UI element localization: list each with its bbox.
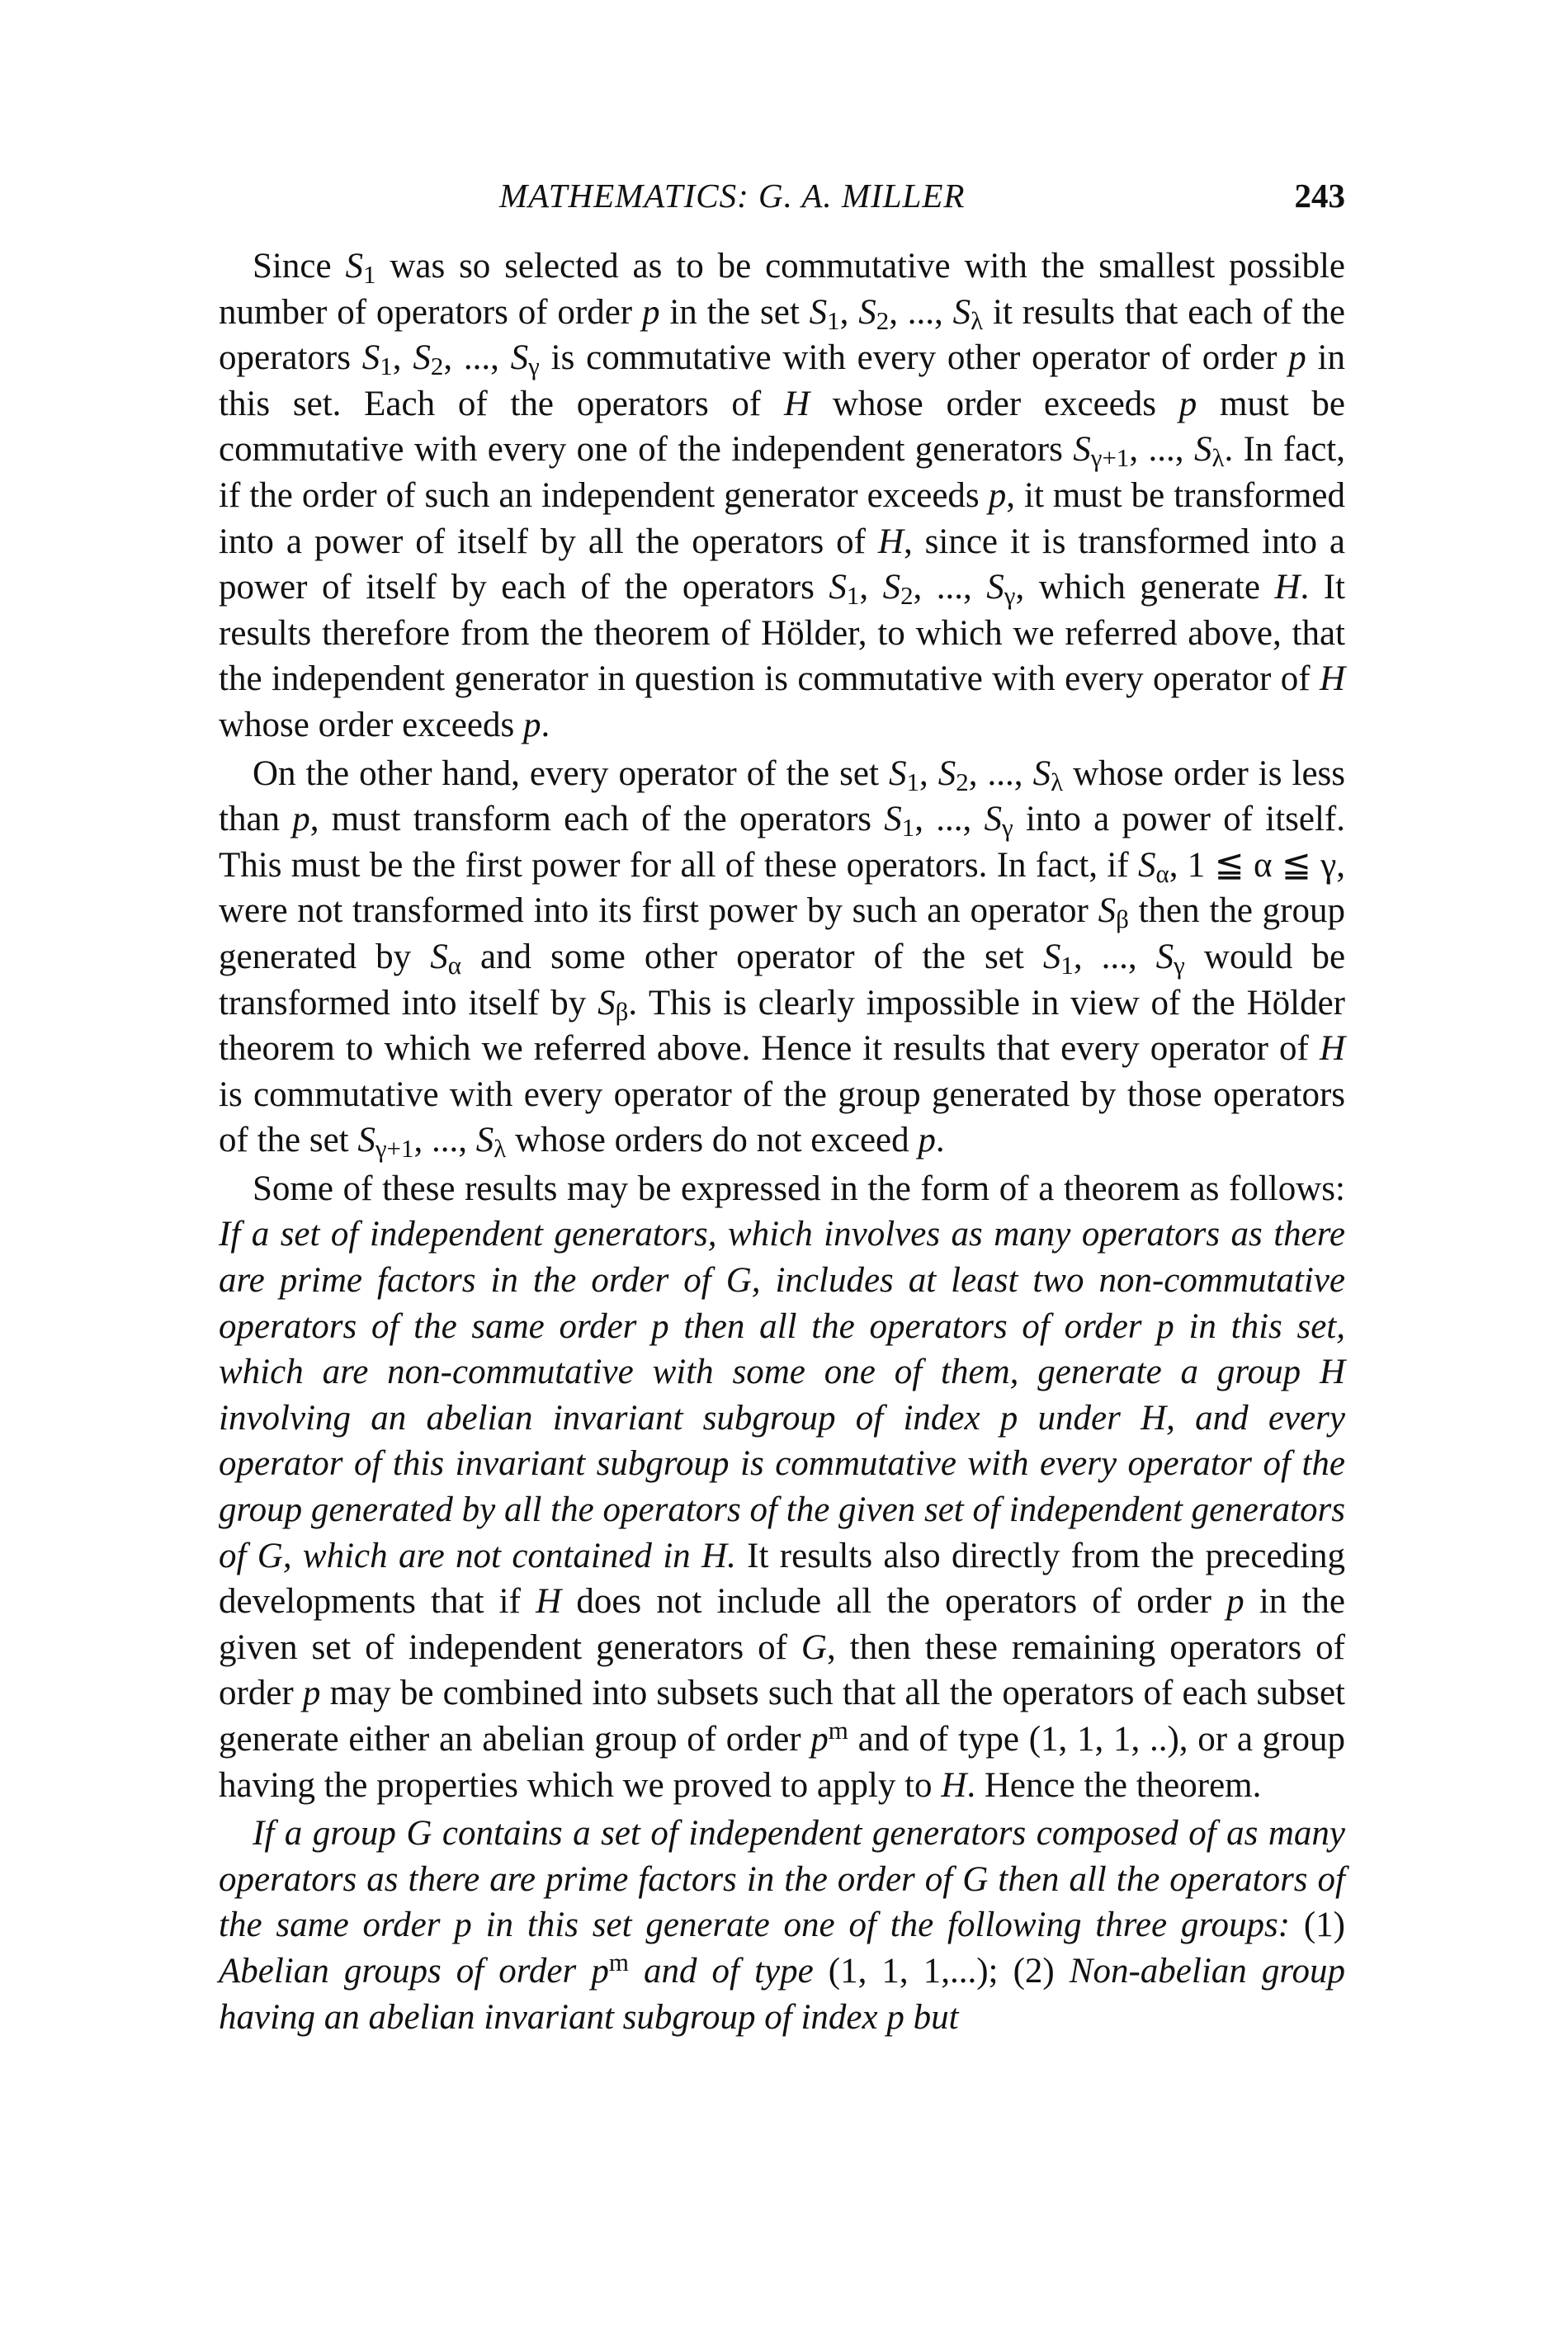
text: (1): [1303, 1906, 1345, 1945]
text: .: [935, 1121, 945, 1160]
math-subscript: α: [1155, 858, 1169, 888]
text: and of type: [628, 1951, 829, 1991]
math-subscript: 1: [906, 767, 919, 796]
text: was so selected as to be commutative with the smallest possible number of operators of order: [219, 247, 1345, 332]
text: , it must be transformed into a power of itself by all the operators of: [219, 475, 1345, 561]
math-subscript: γ+1: [1090, 443, 1130, 473]
text: , ...,: [1129, 430, 1194, 470]
math-symbol: S: [809, 292, 828, 332]
math-symbol: S: [475, 1121, 494, 1160]
text: ,: [392, 338, 413, 378]
math-subscript: 1: [827, 305, 840, 335]
math-subscript: 2: [956, 767, 969, 796]
math-symbol: S: [430, 937, 448, 976]
math-symbol: S: [986, 568, 1004, 607]
text: , which generate: [1015, 568, 1275, 607]
text: whose order exceeds: [810, 384, 1179, 423]
math-subscript: γ: [1004, 580, 1016, 610]
math-symbol: H: [784, 384, 810, 423]
math-symbol: H: [941, 1765, 967, 1805]
text: then the group generated by: [219, 891, 1345, 976]
text: Some of these results may be expressed in the form of a theorem as follows:: [253, 1169, 1345, 1208]
math-subscript: α: [447, 950, 461, 980]
math-symbol: S: [357, 1121, 375, 1160]
math-subscript: 2: [876, 305, 890, 335]
text: , ...,: [413, 1121, 476, 1160]
math-symbol: H: [536, 1582, 562, 1622]
text: It results also directly from the preceding developments that if: [219, 1536, 1345, 1622]
text: Abelian groups of order: [219, 1951, 592, 1991]
text: ,: [859, 568, 883, 607]
math-symbol: p: [591, 1951, 609, 1991]
text: . Hence the theorem.: [966, 1765, 1262, 1805]
math-symbol: S: [829, 568, 847, 607]
text: , ...,: [1073, 937, 1156, 976]
text: into a power of itself. This must be the first power for all of these operators. In fact, if: [219, 800, 1345, 885]
math-symbol: S: [510, 338, 529, 378]
math-subscript: γ: [528, 351, 540, 380]
text: in the given set of independent generators of: [219, 1582, 1345, 1667]
math-symbol: p: [302, 1674, 321, 1713]
math-symbol: p: [522, 705, 541, 744]
text: , ...,: [914, 800, 985, 839]
math-symbol: S: [1193, 430, 1212, 470]
math-symbol: H: [1319, 1029, 1345, 1069]
text: .: [541, 705, 550, 744]
math-symbol: p: [810, 1720, 829, 1759]
math-symbol: S: [361, 338, 380, 378]
math-symbol: S: [345, 247, 363, 286]
text: , then these remaining operators of order: [219, 1627, 1345, 1713]
math-subscript: 1: [901, 812, 915, 842]
math-symbol: S: [1032, 753, 1051, 793]
math-subscript: β: [1116, 904, 1129, 934]
text: , 1 ≦ α ≦ γ, were not transformed into its first power by such an operator: [219, 845, 1345, 931]
math-symbol: S: [1098, 891, 1117, 931]
math-subscript: λ: [1211, 443, 1225, 473]
text: is commutative with every operator of the group generated by those operators of the set: [219, 1074, 1345, 1160]
text: , ...,: [968, 753, 1033, 793]
text: On the other hand, every operator of the set: [253, 753, 889, 793]
text: ,: [919, 753, 938, 793]
math-subscript: 1: [380, 351, 393, 380]
math-subscript: β: [615, 996, 629, 1026]
text: , ...,: [913, 568, 987, 607]
text: whose order exceeds: [219, 705, 523, 744]
text: and of type (1, 1, 1, ..), or a group having the properties which we proved to apply to: [219, 1720, 1345, 1805]
math-subscript: λ: [1051, 767, 1064, 796]
math-symbol: p: [918, 1121, 936, 1160]
math-symbol: S: [984, 800, 1003, 839]
text: whose orders do not exceed: [506, 1121, 919, 1160]
math-subscript: 1: [1060, 950, 1074, 980]
paragraph-3: [219, 1166, 1345, 1808]
math-subscript: 2: [430, 351, 444, 380]
text: it results that each of the operators: [219, 292, 1346, 378]
text: in the set: [659, 292, 810, 332]
math-symbol: H: [1319, 659, 1345, 699]
math-symbol: G: [801, 1627, 827, 1667]
math-subscript: λ: [971, 305, 984, 335]
math-symbol: S: [1155, 937, 1174, 976]
text: whose order is less than: [219, 753, 1346, 839]
text: Non-abelian group having an abelian invariant subgroup of index p but: [219, 1951, 1345, 2037]
text: and some other operator of the set: [460, 937, 1043, 976]
text: . In fact, if the order of such an independent generator exceeds: [219, 430, 1346, 515]
page-number: 243: [1294, 177, 1345, 215]
text: must be commutative with every one of the independent generators: [219, 384, 1345, 470]
running-title: MATHEMATICS: G. A. MILLER: [499, 177, 966, 215]
math-symbol: S: [884, 800, 902, 839]
text: . It results therefore from the theorem of Hölder, to which we referred above, that the independent generator in question is commutative with every operator of: [219, 568, 1345, 699]
math-subscript: 1: [362, 259, 376, 289]
math-symbol: S: [888, 753, 907, 793]
math-symbol: H: [877, 522, 904, 561]
paragraph-2: [219, 751, 1345, 1164]
math-symbol: S: [952, 292, 971, 332]
text: ,: [839, 292, 859, 332]
math-superscript: m: [828, 1716, 848, 1745]
math-subscript: γ+1: [375, 1134, 414, 1164]
math-subscript: 2: [900, 580, 914, 610]
text: Since: [253, 247, 346, 286]
theorem-statement: If a group G contains a set of independent generators composed of as many operators as there are prime factors in the order of G then all the operators of the same order p in this set generate one of the following three groups:: [219, 1814, 1345, 1945]
math-symbol: p: [1226, 1582, 1244, 1622]
text: (1, 1, 1,...);: [828, 1951, 999, 1991]
math-symbol: p: [988, 475, 1007, 515]
math-symbol: S: [858, 292, 876, 332]
math-subscript: λ: [494, 1134, 507, 1164]
running-head: [219, 175, 1345, 216]
text: , must transform each of the operators: [309, 800, 885, 839]
math-symbol: S: [1073, 430, 1091, 470]
math-symbol: p: [1288, 338, 1306, 378]
math-symbol: S: [1137, 845, 1156, 885]
article-body: [219, 243, 1345, 2040]
paragraph-1: [219, 243, 1345, 749]
text: . This is clearly impossible in view of the Hölder theorem to which we referred above. Hence it results that every operator of: [219, 983, 1345, 1069]
text: , ...,: [443, 338, 511, 378]
paragraph-4: [219, 1811, 1345, 2040]
text: would be transformed into itself by: [219, 937, 1346, 1023]
text: does not include all the operators of order: [561, 1582, 1227, 1622]
text: is commutative with every other operator of order: [539, 338, 1289, 378]
math-subscript: γ: [1002, 812, 1013, 842]
text: (2): [998, 1951, 1055, 1991]
text: in this set. Each of the operators of: [219, 338, 1346, 423]
math-subscript: γ: [1174, 950, 1185, 980]
math-superscript: m: [608, 1948, 629, 1977]
text: , since it is transformed into a power of itself by each of the operators: [219, 522, 1345, 607]
text: may be combined into subsets such that all the operators of each subset generate either an abelian group of order: [219, 1674, 1346, 1759]
math-symbol: S: [937, 753, 956, 793]
text: , ...,: [889, 292, 953, 332]
math-symbol: p: [1178, 384, 1197, 423]
math-symbol: p: [292, 800, 310, 839]
math-subscript: 1: [846, 580, 860, 610]
theorem-statement: If a set of independent generators, which involves as many operators as there are prime factors in the order of G, includes at least two non-commutative operators of the same order p then all the operators of order p in this set, which are non-commutative with some one of them, generate a group H involving an abelian invariant subgroup of index p under H, and every operator of this invariant subgroup is commutative with every operator of the group generated by all the operators of the given set of independent generators of G, which are not contained in H.: [219, 1215, 1345, 1575]
math-symbol: p: [641, 292, 660, 332]
math-symbol: S: [882, 568, 901, 607]
math-symbol: H: [1274, 568, 1301, 607]
math-symbol: S: [413, 338, 431, 378]
math-symbol: S: [597, 983, 616, 1023]
math-symbol: S: [1042, 937, 1061, 976]
